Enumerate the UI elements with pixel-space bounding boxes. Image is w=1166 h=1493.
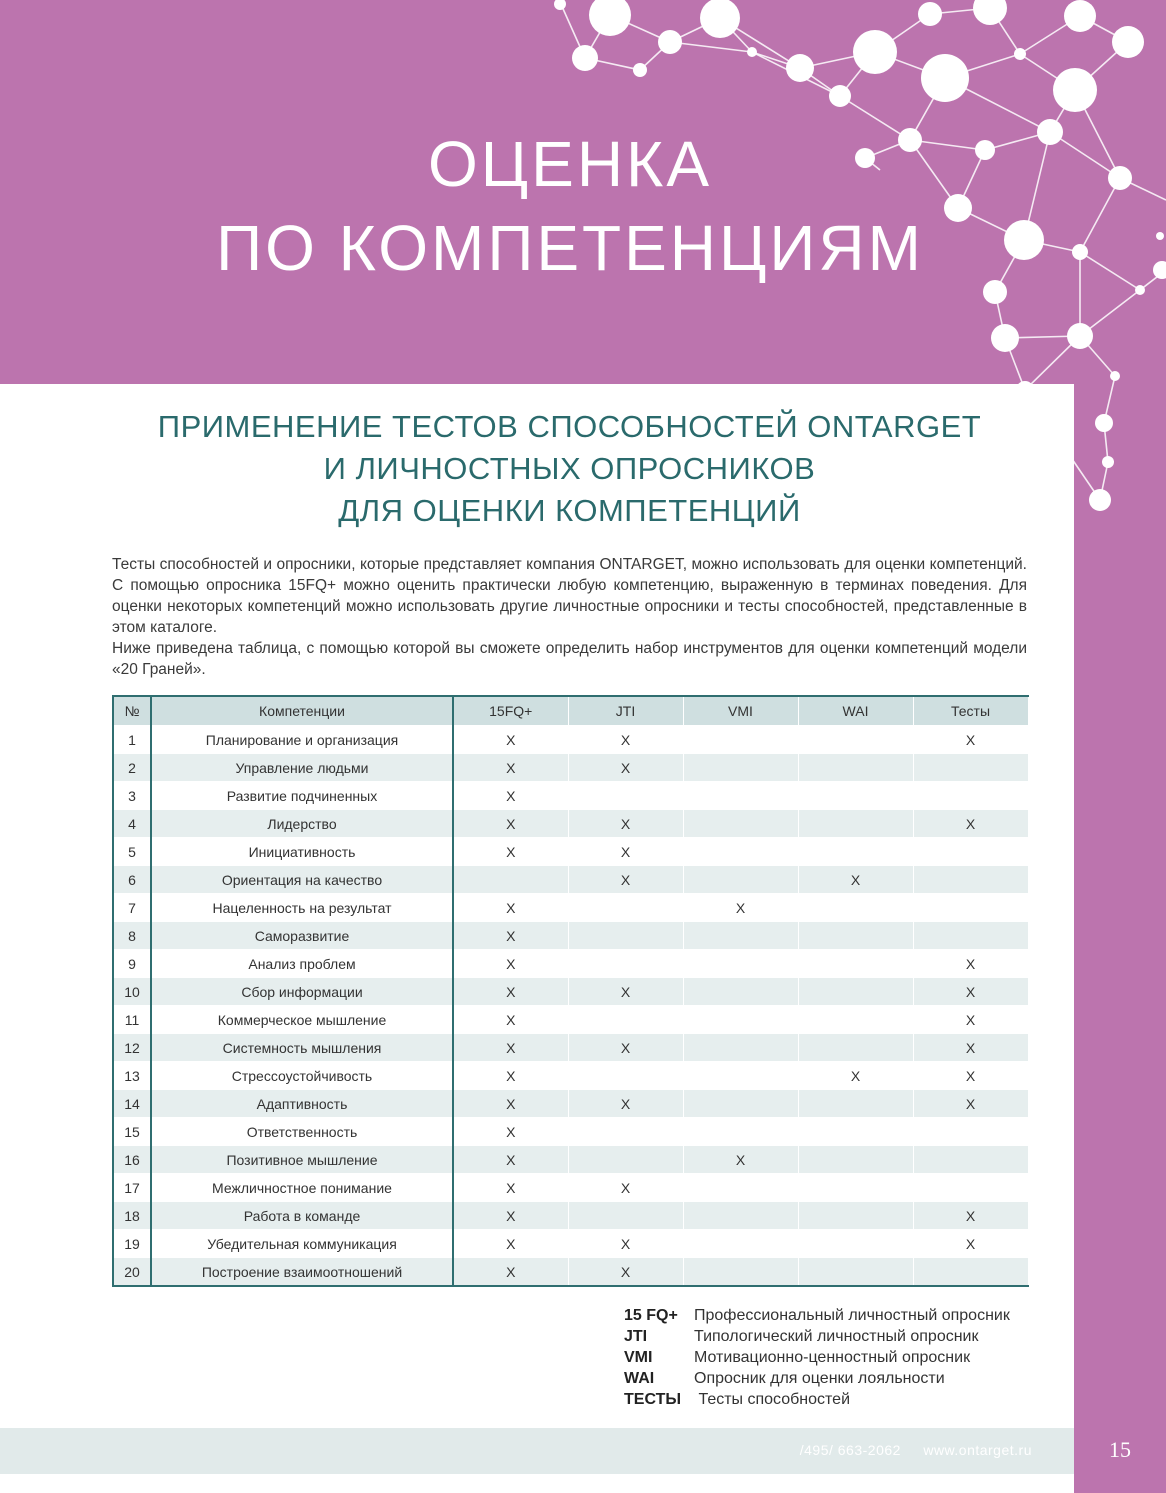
cell-15fq: X: [453, 754, 568, 782]
legend-item: [624, 1368, 1010, 1389]
table-row: [113, 782, 1028, 810]
cell-vmi: [683, 922, 798, 950]
table-body: [113, 726, 1028, 1287]
cell-competency: Стрессоустойчивость: [151, 1062, 453, 1090]
cell-15fq: X: [453, 1202, 568, 1230]
cell-15fq: X: [453, 1090, 568, 1118]
cell-tests: [913, 838, 1028, 866]
cell-tests: X: [913, 950, 1028, 978]
legend-description: Мотивационно-ценностный опросник: [694, 1349, 971, 1366]
cell-vmi: [683, 838, 798, 866]
cell-competency: Нацеленность на результат: [151, 894, 453, 922]
competency-table: [112, 695, 1029, 1287]
table-row: [113, 1146, 1028, 1174]
table-row: [113, 1034, 1028, 1062]
column-header-number: №: [113, 696, 151, 726]
legend-item: [624, 1389, 1010, 1410]
cell-competency: Лидерство: [151, 810, 453, 838]
cell-vmi: [683, 866, 798, 894]
legend-abbr: JTI: [624, 1328, 648, 1345]
cell-competency: Анализ проблем: [151, 950, 453, 978]
cell-tests: X: [913, 978, 1028, 1006]
cell-vmi: [683, 1174, 798, 1202]
legend-item: [624, 1326, 1010, 1347]
cell-wai: [798, 782, 913, 810]
cell-jti: [568, 1062, 683, 1090]
cell-vmi: [683, 1202, 798, 1230]
cell-tests: [913, 922, 1028, 950]
cell-number: 10: [113, 978, 151, 1006]
legend-abbr: VMI: [624, 1349, 653, 1366]
cell-number: 14: [113, 1090, 151, 1118]
cell-competency: Построение взаимоотношений: [151, 1258, 453, 1287]
page-title-line-1: ОЦЕНКА: [428, 128, 712, 200]
page-title: [120, 122, 1020, 290]
cell-wai: [798, 754, 913, 782]
cell-tests: [913, 894, 1028, 922]
table-row: [113, 1174, 1028, 1202]
cell-15fq: X: [453, 782, 568, 810]
cell-competency: Развитие подчиненных: [151, 782, 453, 810]
cell-15fq: X: [453, 726, 568, 754]
cell-jti: X: [568, 978, 683, 1006]
cell-tests: X: [913, 726, 1028, 754]
cell-competency: Ориентация на качество: [151, 866, 453, 894]
cell-competency: Системность мышления: [151, 1034, 453, 1062]
cell-jti: X: [568, 726, 683, 754]
cell-vmi: [683, 1230, 798, 1258]
cell-jti: X: [568, 810, 683, 838]
cell-wai: [798, 1034, 913, 1062]
cell-15fq: X: [453, 838, 568, 866]
legend-abbr: 15 FQ+: [624, 1307, 678, 1324]
cell-jti: X: [568, 1258, 683, 1287]
cell-wai: [798, 1090, 913, 1118]
cell-vmi: [683, 782, 798, 810]
cell-jti: X: [568, 1034, 683, 1062]
abbreviation-legend: [624, 1305, 1010, 1410]
legend-abbr: WAI: [624, 1370, 655, 1387]
cell-15fq: X: [453, 1258, 568, 1287]
cell-vmi: X: [683, 1146, 798, 1174]
cell-tests: X: [913, 1034, 1028, 1062]
page-title-line-2: ПО КОМПЕТЕНЦИЯМ: [216, 212, 924, 284]
footer-website-link[interactable]: www.ontarget.ru: [923, 1442, 1032, 1458]
table-row: [113, 838, 1028, 866]
column-header-competency: Компетенции: [151, 696, 453, 726]
cell-number: 5: [113, 838, 151, 866]
cell-15fq: X: [453, 950, 568, 978]
intro-paragraph-1: Тесты способностей и опросники, которые представляет компания ONTARGET, можно использовать для оценки компетенций. С помощью опросника 15FQ+ можно оценить практически любую компетенцию, выраженную в терминах поведения. Для оценки некоторых компетенций можно использовать другие личностные опросники и тесты способностей, представленные в этом каталоге.: [112, 556, 1027, 636]
table-row: [113, 754, 1028, 782]
cell-number: 7: [113, 894, 151, 922]
cell-wai: [798, 810, 913, 838]
cell-wai: [798, 726, 913, 754]
cell-competency: Инициативность: [151, 838, 453, 866]
cell-vmi: [683, 754, 798, 782]
cell-15fq: X: [453, 1118, 568, 1146]
footer-band: [0, 1428, 1074, 1474]
cell-wai: [798, 1006, 913, 1034]
cell-vmi: [683, 810, 798, 838]
cell-jti: X: [568, 1090, 683, 1118]
intro-paragraph-2: Ниже приведена таблица, с помощью которой вы сможете определить набор инструментов для оценки компетенций модели «20 Граней».: [112, 640, 1027, 678]
cell-number: 6: [113, 866, 151, 894]
table-row: [113, 894, 1028, 922]
cell-15fq: X: [453, 1174, 568, 1202]
cell-15fq: X: [453, 894, 568, 922]
column-header-15fq: 15FQ+: [453, 696, 568, 726]
cell-number: 9: [113, 950, 151, 978]
cell-vmi: [683, 1258, 798, 1287]
cell-tests: [913, 1146, 1028, 1174]
cell-jti: [568, 922, 683, 950]
cell-vmi: [683, 1118, 798, 1146]
cell-vmi: [683, 950, 798, 978]
cell-jti: X: [568, 838, 683, 866]
cell-competency: Сбор информации: [151, 978, 453, 1006]
cell-wai: X: [798, 866, 913, 894]
cell-wai: [798, 950, 913, 978]
cell-vmi: [683, 978, 798, 1006]
cell-number: 15: [113, 1118, 151, 1146]
column-header-vmi: VMI: [683, 696, 798, 726]
section-heading-line-3: ДЛЯ ОЦЕНКИ КОМПЕТЕНЦИЙ: [338, 493, 801, 528]
cell-vmi: [683, 726, 798, 754]
cell-wai: X: [798, 1062, 913, 1090]
cell-tests: X: [913, 1202, 1028, 1230]
section-heading: [112, 406, 1027, 532]
cell-15fq: X: [453, 1062, 568, 1090]
cell-15fq: X: [453, 922, 568, 950]
cell-number: 1: [113, 726, 151, 754]
cell-jti: [568, 782, 683, 810]
cell-tests: X: [913, 1062, 1028, 1090]
cell-15fq: [453, 866, 568, 894]
table-row: [113, 950, 1028, 978]
cell-tests: [913, 1258, 1028, 1287]
cell-jti: X: [568, 866, 683, 894]
cell-15fq: X: [453, 978, 568, 1006]
cell-competency: Убедительная коммуникация: [151, 1230, 453, 1258]
cell-tests: X: [913, 1006, 1028, 1034]
cell-15fq: X: [453, 810, 568, 838]
table-row: [113, 1062, 1028, 1090]
legend-description: Опросник для оценки лояльности: [694, 1370, 945, 1387]
cell-competency: Ответственность: [151, 1118, 453, 1146]
cell-15fq: X: [453, 1034, 568, 1062]
legend-item: [624, 1305, 1010, 1326]
cell-wai: [798, 894, 913, 922]
section-heading-line-2: И ЛИЧНОСТНЫХ ОПРОСНИКОВ: [323, 451, 816, 486]
cell-number: 20: [113, 1258, 151, 1287]
cell-number: 11: [113, 1006, 151, 1034]
cell-number: 17: [113, 1174, 151, 1202]
legend-description: Типологический личностный опросник: [694, 1328, 979, 1345]
cell-number: 3: [113, 782, 151, 810]
cell-wai: [798, 978, 913, 1006]
cell-competency: Планирование и организация: [151, 726, 453, 754]
cell-number: 19: [113, 1230, 151, 1258]
table-row: [113, 1230, 1028, 1258]
cell-wai: [798, 922, 913, 950]
cell-vmi: [683, 1062, 798, 1090]
table-row: [113, 726, 1028, 754]
cell-jti: X: [568, 1174, 683, 1202]
cell-jti: [568, 1006, 683, 1034]
cell-wai: [798, 1174, 913, 1202]
side-band: [1074, 384, 1166, 1493]
table-row: [113, 1090, 1028, 1118]
legend-description: Профессиональный личностный опросник: [694, 1307, 1010, 1324]
cell-vmi: [683, 1034, 798, 1062]
cell-tests: [913, 866, 1028, 894]
cell-15fq: X: [453, 1230, 568, 1258]
cell-number: 18: [113, 1202, 151, 1230]
cell-jti: [568, 1202, 683, 1230]
cell-wai: [798, 838, 913, 866]
cell-vmi: [683, 1006, 798, 1034]
cell-15fq: X: [453, 1006, 568, 1034]
cell-wai: [798, 1146, 913, 1174]
cell-tests: [913, 782, 1028, 810]
table-row: [113, 866, 1028, 894]
cell-wai: [798, 1230, 913, 1258]
intro-text: [112, 554, 1027, 680]
table-row: [113, 810, 1028, 838]
footer-phone: /495/ 663-2062: [799, 1442, 901, 1458]
cell-tests: X: [913, 1230, 1028, 1258]
cell-competency: Управление людьми: [151, 754, 453, 782]
table-row: [113, 922, 1028, 950]
cell-competency: Адаптивность: [151, 1090, 453, 1118]
column-header-jti: JTI: [568, 696, 683, 726]
cell-competency: Саморазвитие: [151, 922, 453, 950]
cell-jti: [568, 1146, 683, 1174]
column-header-wai: WAI: [798, 696, 913, 726]
section-heading-line-1: ПРИМЕНЕНИЕ ТЕСТОВ СПОСОБНОСТЕЙ ONTARGET: [157, 409, 982, 444]
table-row: [113, 1202, 1028, 1230]
column-header-tests: Тесты: [913, 696, 1028, 726]
cell-number: 2: [113, 754, 151, 782]
cell-wai: [798, 1258, 913, 1287]
cell-jti: X: [568, 1230, 683, 1258]
footer-contacts: [782, 1442, 1032, 1458]
cell-competency: Межличностное понимание: [151, 1174, 453, 1202]
cell-wai: [798, 1118, 913, 1146]
cell-tests: X: [913, 1090, 1028, 1118]
cell-jti: [568, 950, 683, 978]
table-header-row: [113, 696, 1028, 726]
cell-number: 12: [113, 1034, 151, 1062]
cell-number: 4: [113, 810, 151, 838]
cell-jti: X: [568, 754, 683, 782]
cell-number: 16: [113, 1146, 151, 1174]
cell-vmi: X: [683, 894, 798, 922]
cell-competency: Позитивное мышление: [151, 1146, 453, 1174]
cell-tests: [913, 754, 1028, 782]
cell-vmi: [683, 1090, 798, 1118]
cell-tests: [913, 1174, 1028, 1202]
cell-tests: [913, 1118, 1028, 1146]
cell-15fq: X: [453, 1146, 568, 1174]
legend-description: Тесты способностей: [694, 1391, 851, 1408]
cell-jti: [568, 894, 683, 922]
cell-number: 8: [113, 922, 151, 950]
legend-item: [624, 1347, 1010, 1368]
table-row: [113, 978, 1028, 1006]
cell-jti: [568, 1118, 683, 1146]
table-row: [113, 1006, 1028, 1034]
cell-number: 13: [113, 1062, 151, 1090]
cell-competency: Коммерческое мышление: [151, 1006, 453, 1034]
table-row: [113, 1258, 1028, 1287]
cell-tests: X: [913, 810, 1028, 838]
table-row: [113, 1118, 1028, 1146]
legend-abbr: ТЕСТЫ: [624, 1391, 682, 1408]
page-number: 15: [1109, 1437, 1131, 1462]
cell-wai: [798, 1202, 913, 1230]
cell-competency: Работа в команде: [151, 1202, 453, 1230]
